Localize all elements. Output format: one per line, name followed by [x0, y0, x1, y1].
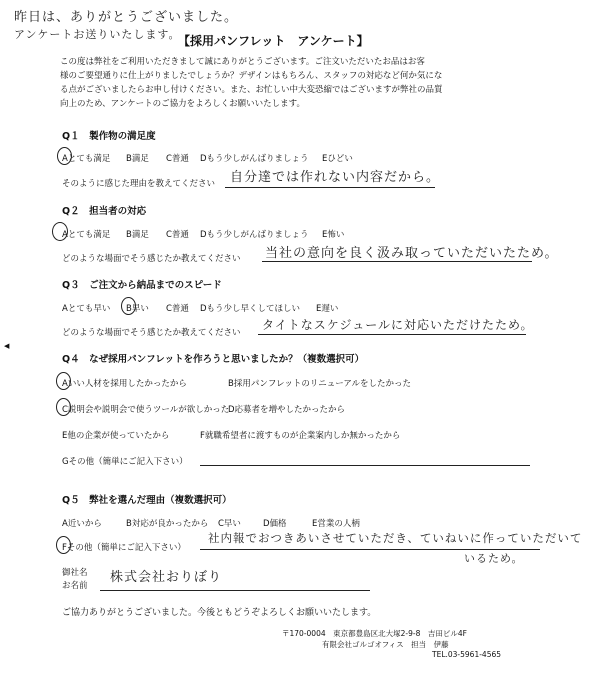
- q5-answer-line2[interactable]: いるため。: [464, 552, 524, 565]
- q5-option-e[interactable]: E営業の人柄: [312, 519, 360, 529]
- q1-option-a[interactable]: Aとても満足: [62, 154, 111, 164]
- q3-reason-label: どのような場面でそう感じたか教えてください: [62, 328, 241, 338]
- intro-text: [60, 55, 546, 111]
- intro-line: 様のご要望通りに仕上がりましたでしょうか？デザインはもちろん、スタッフの対応など何か気にな: [60, 71, 443, 81]
- selection-circle: [52, 222, 68, 241]
- answer-underline: [200, 465, 530, 466]
- q5-other-label: Fその他（簡単にご記入下さい）: [62, 543, 186, 553]
- q2-heading: Q２ 担当者の対応: [62, 206, 147, 217]
- form-title: 【採用パンフレット アンケート】: [178, 34, 369, 48]
- q3-heading: Q３ ご注文から納品までのスピード: [62, 280, 222, 291]
- company-name-answer[interactable]: 株式会社おりぼり: [110, 570, 223, 585]
- q2-option-a[interactable]: Aとても満足: [62, 230, 111, 240]
- q4-option-g[interactable]: Gその他（簡単にご記入下さい）: [62, 457, 188, 467]
- handwritten-note-line2: アンケートお送りいたします。: [14, 28, 181, 41]
- answer-underline: [100, 590, 370, 591]
- q5-answer-line1[interactable]: 社内報でおつきあいさせていただき、ていねいに作っていただいて: [208, 531, 583, 545]
- q1-reason-label: そのように感じた理由を教えてください: [62, 179, 216, 189]
- q2-option-d[interactable]: Dもう少しがんばりましょう: [200, 230, 309, 240]
- selection-circle: [56, 536, 71, 554]
- closing-message: ご協力ありがとうございました。今後ともどうぞよろしくお願いいたします。: [62, 608, 377, 618]
- q3-option-e[interactable]: E遅い: [316, 304, 339, 314]
- q1-option-e[interactable]: Eひどい: [322, 154, 353, 164]
- q5-heading: Q５ 弊社を選んだ理由（複数選択可）: [62, 495, 232, 506]
- q2-reason-label: どのような場面でそう感じたか教えてください: [62, 254, 241, 264]
- selection-circle: [121, 297, 136, 315]
- q1-option-b[interactable]: B満足: [126, 154, 149, 164]
- handwritten-note-line1: 昨日は、ありがとうございました。: [14, 10, 239, 25]
- selection-circle: [56, 398, 71, 416]
- q3-option-c[interactable]: C普通: [166, 304, 189, 314]
- intro-line: る点がございましたらお申し付けください。また、お忙しい中大変恐縮ではございますが弊社の品質: [60, 85, 443, 95]
- q2-answer[interactable]: 当社の意向を良く汲み取っていただいたため。: [265, 246, 559, 261]
- q2-option-c[interactable]: C普通: [166, 230, 189, 240]
- q4-option-e[interactable]: E他の企業が使っていたから: [62, 431, 170, 441]
- q3-option-b[interactable]: B早い: [126, 304, 149, 314]
- selection-circle: [57, 147, 72, 165]
- q3-answer[interactable]: タイトなスケジュールに対応いただけたため。: [262, 318, 534, 332]
- answer-underline: [225, 187, 435, 188]
- answer-underline: [258, 334, 526, 335]
- q4-option-f[interactable]: F就職希望者に渡すものが企業案内しか無かったから: [200, 431, 401, 441]
- q4-option-d[interactable]: D応募者を増やしたかったから: [228, 405, 346, 415]
- company-label: 御社名: [62, 568, 88, 578]
- q3-option-d[interactable]: Dもう少し早くしてほしい: [200, 304, 301, 314]
- q2-option-e[interactable]: E怖い: [322, 230, 345, 240]
- q4-option-b[interactable]: B採用パンフレットのリニューアルをしたかった: [228, 379, 411, 389]
- q1-answer[interactable]: 自分達では作れない内容だから。: [230, 170, 441, 185]
- q5-option-d[interactable]: D価格: [263, 519, 287, 529]
- q4-option-c[interactable]: C説明会や説明会で使うツールが欲しかった: [62, 405, 230, 415]
- footer-tel: TEL.03-5961-4565: [432, 650, 502, 659]
- q2-option-b[interactable]: B満足: [126, 230, 149, 240]
- q4-heading: Q４ なぜ採用パンフレットを作ろうと思いましたか？（複数選択可）: [62, 354, 365, 365]
- answer-underline: [262, 261, 532, 262]
- q4-option-a[interactable]: Aいい人材を採用したかったから: [62, 379, 187, 389]
- name-label: お名前: [62, 581, 88, 591]
- q5-option-c[interactable]: C早い: [218, 519, 241, 529]
- q1-option-d[interactable]: Dもう少しがんばりましょう: [200, 154, 309, 164]
- q1-option-c[interactable]: C普通: [166, 154, 189, 164]
- footer-address: 〒170-0004 東京都豊島区北大塚2-9-8 吉田ビル4F: [282, 629, 467, 638]
- selection-circle: [56, 372, 71, 390]
- q5-option-a[interactable]: A近いから: [62, 519, 102, 529]
- q1-heading: Q１ 製作物の満足度: [62, 131, 156, 142]
- intro-line: 向上のため、アンケートのご協力をよろしくお願いいたします。: [60, 99, 305, 109]
- q5-option-b[interactable]: B対応が良かったから: [126, 519, 209, 529]
- q3-option-a[interactable]: Aとても早い: [62, 304, 111, 314]
- margin-arrow-icon: ◀: [4, 342, 10, 350]
- footer-company: 有限会社ゴルゴオフィス 担当 伊藤: [322, 640, 449, 649]
- intro-line: この度は弊社をご利用いただきまして誠にありがとうございます。ご注文いただいたお品はお客: [60, 57, 425, 67]
